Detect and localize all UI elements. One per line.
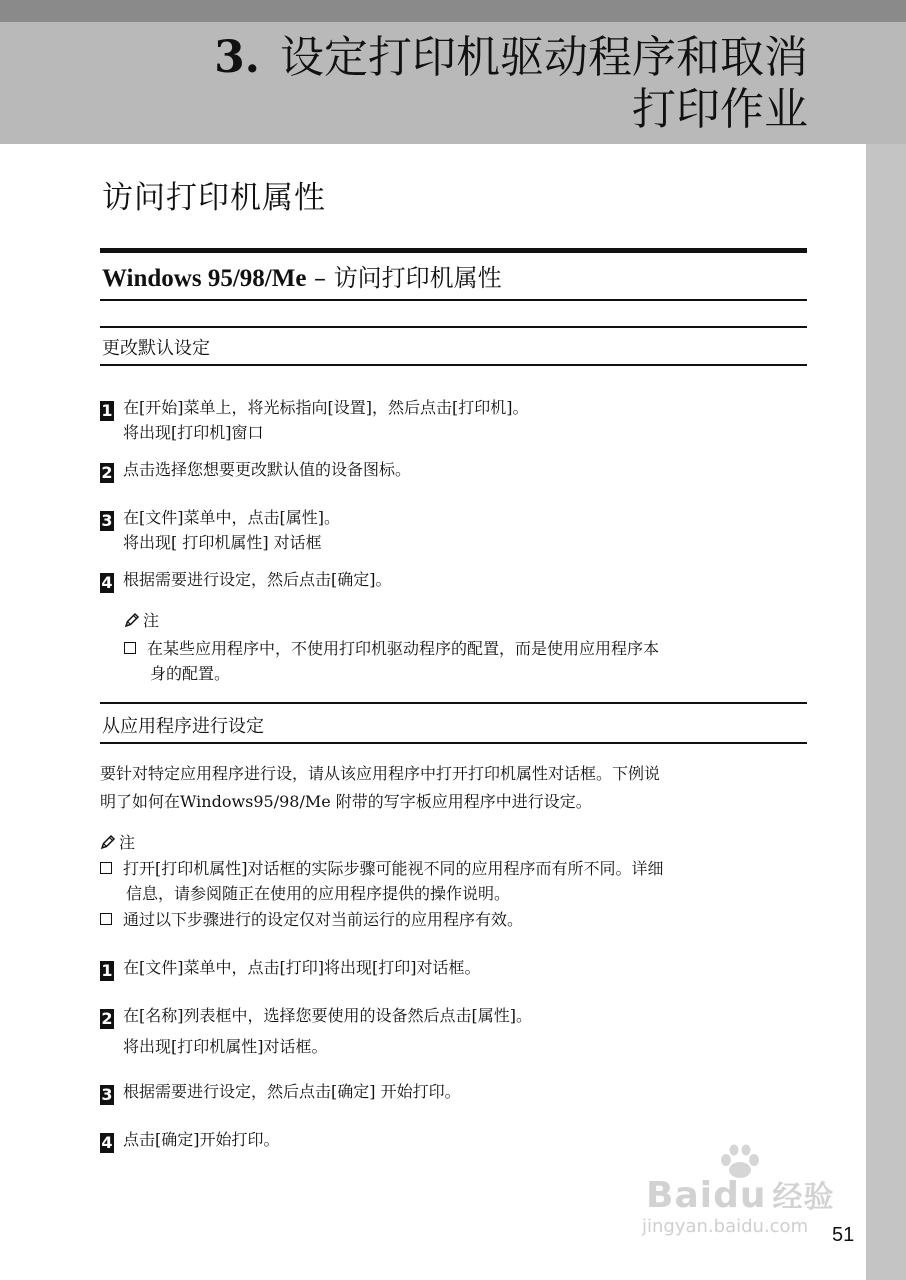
note-text-line1: 在某些应用程序中，不使用打印机驱动程序的配置，而是使用应用程序本 [147,639,660,658]
heading-rule [100,299,807,301]
part2-note-item-2 [100,907,523,932]
top-strip [0,0,906,22]
step-subtext: 将出现[打印机属性]对话框。 [123,1037,328,1056]
page-number: 51 [832,1224,855,1246]
step-text: 点击[确定]开始打印。 [123,1130,280,1149]
heading-rule-thick [100,248,807,253]
section-title: 访问打印机属性 [102,180,326,216]
part2-step-1 [100,956,480,981]
chapter-title [214,32,808,136]
step-number: 2 [101,463,113,482]
note-text-line2: 身的配置。 [150,664,231,683]
checkbox-bullet-icon [100,862,112,874]
chapter-number: 3. [214,32,260,83]
chapter-header [0,22,906,144]
part2-note-item-1-cont [126,881,510,906]
step-subtext: 将出现[ 打印机属性] 对话框 [123,533,322,552]
chapter-title-line1: 设定打印机驱动程序和取消 [280,32,808,83]
watermark-url: jingyan.baidu.com [642,1216,809,1237]
part1-heading: 更改默认设定 [102,338,210,359]
intro-line1: 要针对特定应用程序进行设，请从该应用程序中打开打印机属性对话框。下例说 [100,764,661,783]
step-number: 3 [101,1085,113,1104]
checkbox-bullet-icon [124,642,136,654]
step-text: 在[文件]菜单中，点击[打印]将出现[打印]对话框。 [123,958,481,977]
step-number: 4 [101,1133,113,1152]
step-text: 在[名称]列表框中，选择您要使用的设备然后点击[属性]。 [123,1006,532,1025]
step-number: 2 [101,1009,113,1028]
step-number: 4 [101,573,113,592]
part2-step-4 [100,1128,280,1153]
page-content [0,144,866,1280]
part1-note-item-cont [150,661,230,686]
right-margin-bar [866,144,906,1280]
note-label: 注 [143,611,160,630]
subsection-title-rest: 访问打印机属性 [333,264,502,292]
part2-rule-bottom [100,742,807,744]
baidu-watermark [640,1144,860,1244]
part1-step-4 [100,568,392,593]
watermark-brand2: du [713,1175,767,1216]
step-number: 3 [101,511,113,530]
step-text: 根据需要进行设定，然后点击[确定]。 [123,570,392,589]
part1-note-item [124,636,659,661]
part1-step-2 [100,458,411,483]
pencil-icon [124,612,140,628]
step-number: 1 [101,401,113,420]
watermark-brand: Bai [646,1175,714,1216]
part2-intro [100,760,812,816]
note-text-line1: 打开[打印机属性]对话框的实际步骤可能视不同的应用程序而有所不同。详细 [123,859,664,878]
step-text: 在[开始]菜单上，将光标指向[设置]，然后点击[打印机]。 [123,398,529,417]
note-label: 注 [119,833,136,852]
step-number: 1 [101,961,113,980]
part1-rule-bottom [100,364,807,366]
part2-heading: 从应用程序进行设定 [102,716,264,737]
step-text: 点击选择您想要更改默认值的设备图标。 [123,460,412,479]
subsection-title-dash: – [306,264,334,292]
watermark-logo [646,1172,834,1216]
intro-line2: 明了如何在Windows95/98/Me 附带的写字板应用程序中进行设定。 [100,792,592,811]
note-text: 通过以下步骤进行的设定仅对当前运行的应用程序有效。 [123,910,524,929]
step-subtext: 将出现[打印机]窗口 [123,423,264,442]
subsection-title-latin: Windows 95/98/Me [102,265,307,292]
pencil-icon [100,834,116,850]
part2-note-title [100,832,135,854]
part1-step-3 [100,506,340,555]
part2-step-3 [100,1080,461,1105]
note-text-line2: 信息，请参阅随正在使用的应用程序提供的操作说明。 [126,884,511,903]
step-text: 根据需要进行设定，然后点击[确定] 开始打印。 [123,1082,461,1101]
subsection-title [102,258,502,293]
part1-step-1 [100,396,528,445]
watermark-cn: 经验 [772,1180,835,1215]
part1-rule-top [100,326,807,328]
chapter-title-line2: 打印作业 [632,84,808,135]
part2-step-2 [100,1004,532,1059]
part2-rule-top [100,702,807,704]
step-text: 在[文件]菜单中，点击[属性]。 [123,508,340,527]
checkbox-bullet-icon [100,913,112,925]
part1-note-title [124,610,159,632]
part2-note-item-1 [100,856,664,881]
